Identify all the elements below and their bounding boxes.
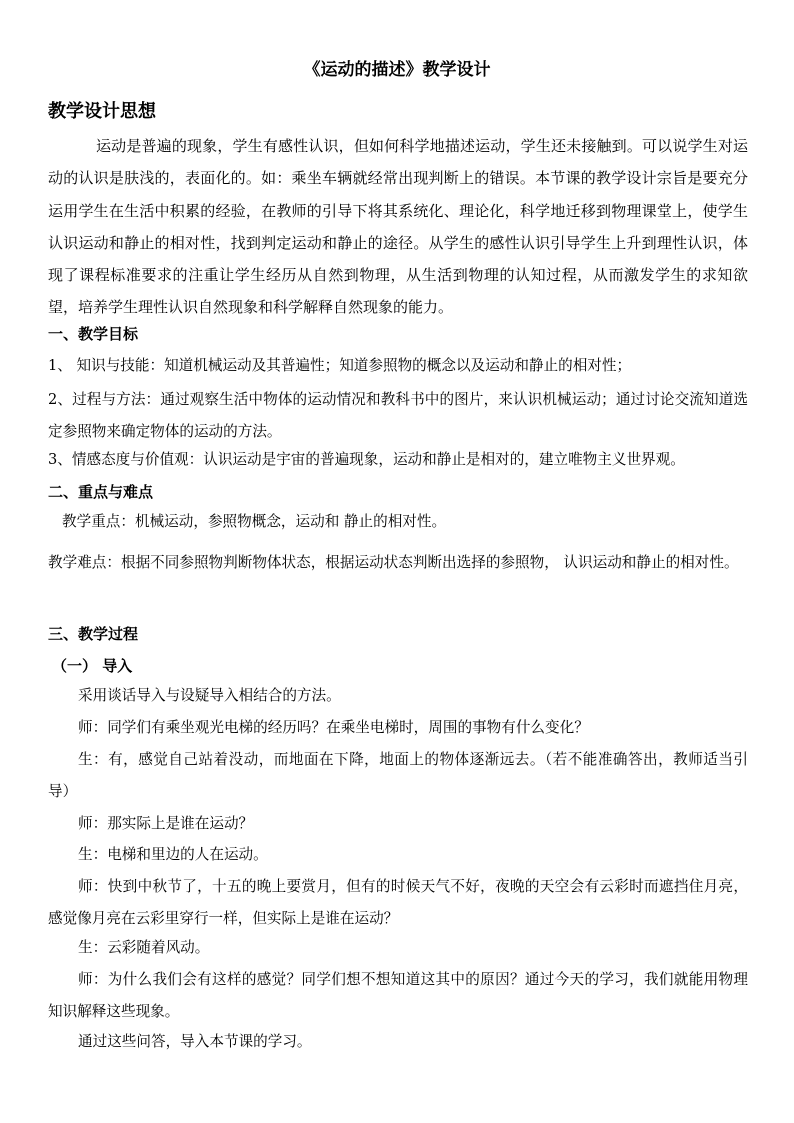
- process-line-7: 生：云彩随着风动。: [78, 939, 210, 956]
- process-line-9: 通过这些问答，导入本节课的学习。: [78, 1033, 312, 1050]
- design-paragraph: 运动是普遍的现象，学生有感性认识，但如何科学地描述运动，学生还未接触到。可以说学生对运动的认识是肤浅的，表面化的。如：乘坐车辆就经常出现判断上的错误。本节课的教学设计宗旨是要充分运用学生在生活中积累的经验，在教师的引导下将其系统化、理论化，科学地迁移到物理课堂上，使学生认识运动和静止的相对性，找到判定运动和静止的途径。从学生的感性认识引导学生上升到理性认识，体现了课程标准要求的注重让学生经历从自然到物理，从生活到物理的认知过程，从而激发学生的求知欲望，培养学生理性认识自然现象和科学解释自然现象的能力。: [48, 137, 748, 317]
- objective-item-2: 2、过程与方法：通过观察生活中物体的运动情况和教科书中的图片，来认识机械运动；通过讨论交流知道选定参照物来确定物体的运动的方法。: [48, 391, 748, 440]
- process-line-3: 生：有，感觉自己站着没动，而地面在下降，地面上的物体逐渐远去。（若不能准确答出，教师适当引导）: [48, 751, 748, 800]
- objective-item-1: 1、 知识与技能：知道机械运动及其普遍性；知道参照物的概念以及运动和静止的相对性；: [48, 357, 632, 374]
- process-line-1: 采用谈话导入与设疑导入相结合的方法。: [78, 687, 341, 704]
- process-line-2: 师：同学们有乘坐观光电梯的经历吗？在乘坐电梯时，周围的事物有什么变化？: [78, 719, 589, 736]
- process-line-8: 师：为什么我们会有这样的感觉？同学们想不想知道这其中的原因？通过今天的学习，我们就能用物理知识解释这些现象。: [48, 971, 748, 1020]
- process-line-6: 师：快到中秋节了，十五的晚上要赏月，但有的时候天气不好，夜晚的天空会有云彩时而遮挡住月亮，感觉像月亮在云彩里穿行一样，但实际上是谁在运动？: [48, 878, 748, 927]
- difficulty-text: 教学难点：根据不同参照物判断物体状态，根据运动状态判断出选择的参照物， 认识运动和静止的相对性。: [48, 554, 739, 571]
- process-line-5: 生：电梯和里边的人在运动。: [78, 846, 268, 863]
- key-point-text: 教学重点：机械运动，参照物概念，运动和 静止的相对性。: [62, 513, 447, 530]
- objective-item-3: 3、情感态度与价值观：认识运动是宇宙的普遍现象，运动和静止是相对的，建立唯物主义世界观。: [48, 451, 685, 468]
- process-line-4: 师：那实际上是谁在运动？: [78, 815, 254, 832]
- subsection-intro-heading: （一） 导入: [52, 657, 133, 675]
- section-keypoints-heading: 二、重点与难点: [48, 483, 154, 501]
- section-process-heading: 三、教学过程: [48, 625, 139, 643]
- design-heading: 教学设计思想: [48, 101, 156, 122]
- section-objectives-heading: 一、教学目标: [48, 325, 139, 343]
- document-title: 《运动的描述》教学设计: [303, 60, 491, 80]
